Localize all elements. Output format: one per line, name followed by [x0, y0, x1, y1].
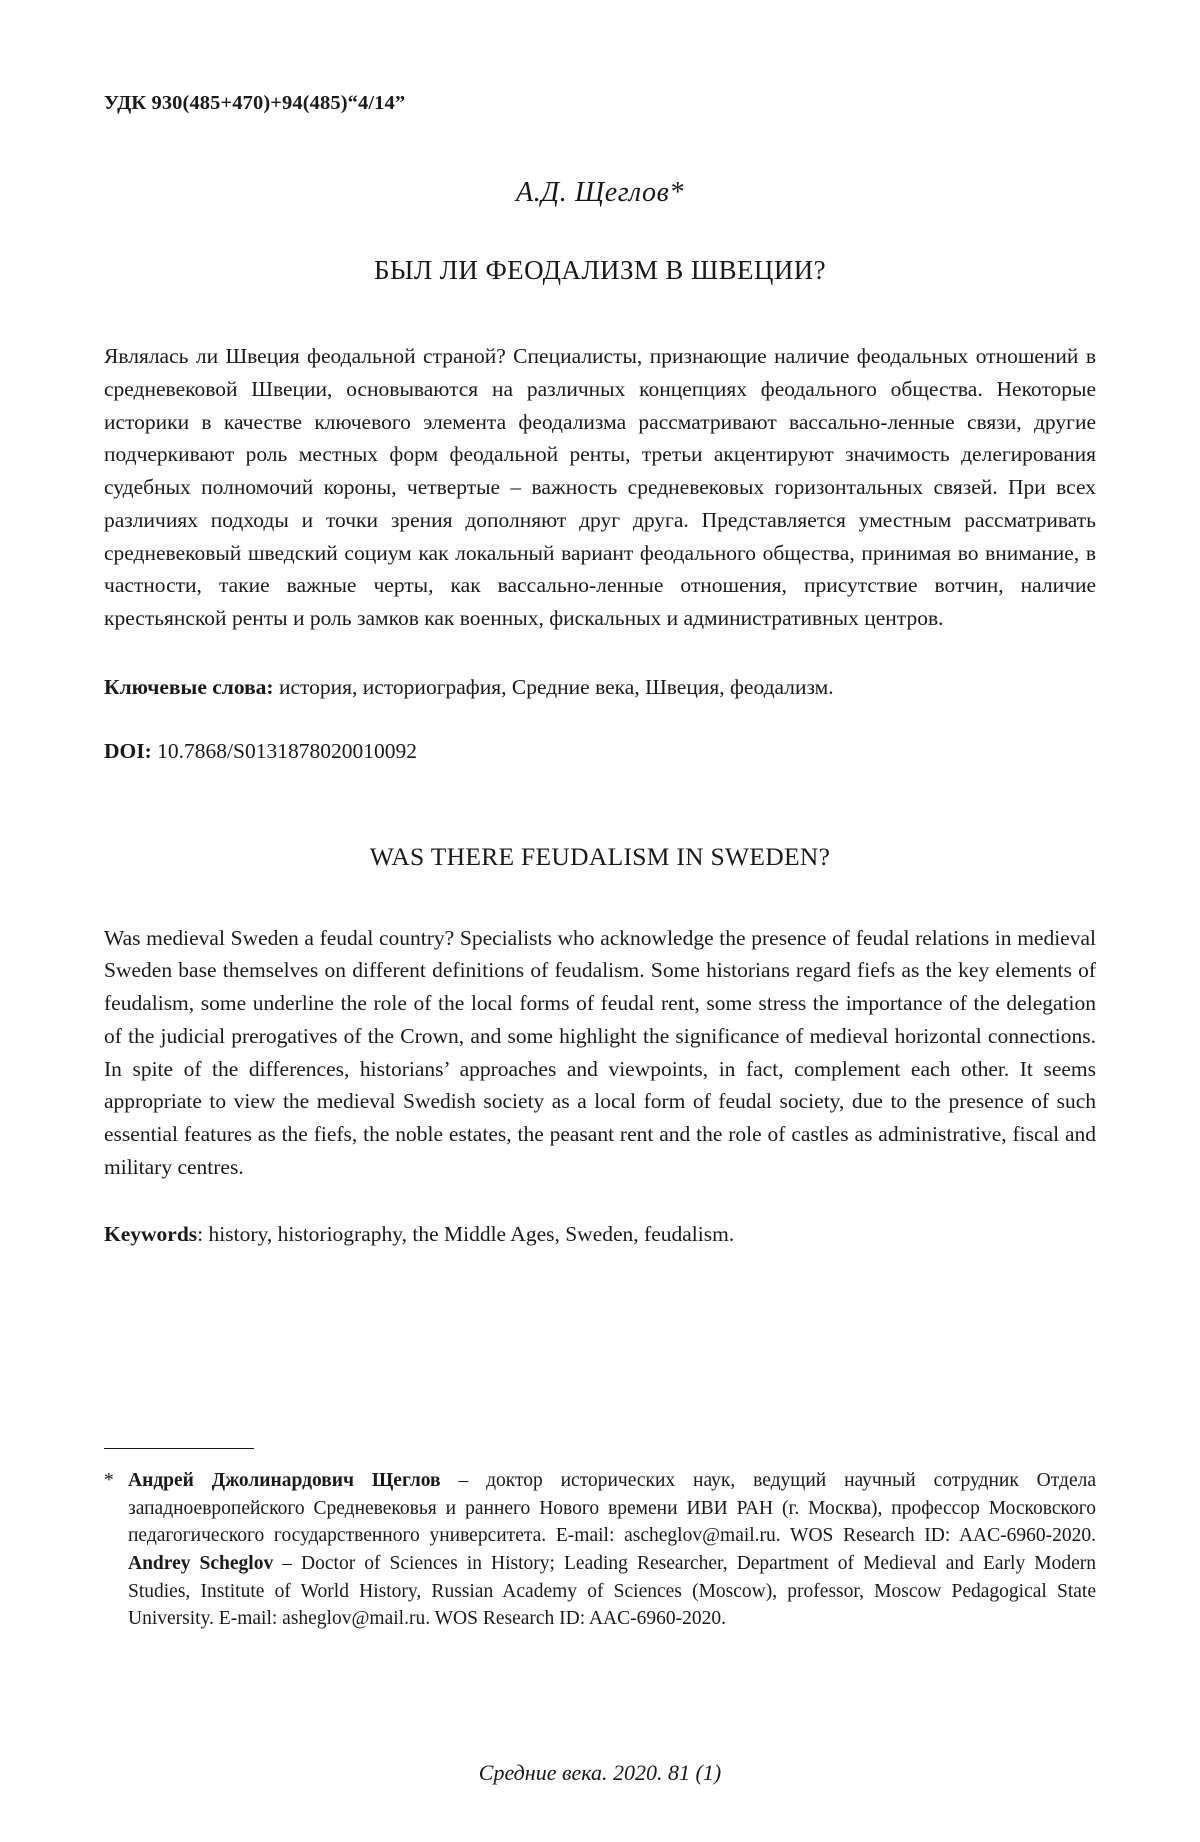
footnote-text — [104, 1467, 1096, 1633]
keywords-russian-label: Ключевые слова: — [104, 675, 274, 700]
doi-value: 10.7868/S0131878020010092 — [151, 739, 417, 764]
footnote-divider — [104, 1448, 254, 1449]
footnote-section — [104, 1448, 1096, 1633]
abstract-russian: Являлась ли Швеция феодальной страной? Специалисты, признающие наличие феодальных отношений в средневековой Швеции, основываются на различных концепциях феодального общества. Некоторые историки в качестве ключевого элемента феодализма рассматривают вассально-ленные связи, другие подчеркивают роль местных форм феодальной ренты, третьи акцентируют значимость делегирования судебных полномочий короны, четвертые – важность средневековых горизонтальных связей. При всех различиях подходы и точки зрения дополняют друг друга. Представляется уместным рассматривать средневековый шведский социум как локальный вариант феодального общества, принимая во внимание, в частности, такие важные черты, как вассально-ленные отношения, присутствие вотчин, наличие крестьянской ренты и роль замков как военных, фискальных и административных центров. — [104, 344, 1096, 631]
footnote-bio-english: – Doctor of Sciences in History; Leading Researcher, Department of Medieval and Early Modern Studies, Institute of World History, Russian Academy of Sciences (Moscow), professor, Moscow Pedagogical State University. E-mail: asheglov@mail.ru. WOS Research ID: AAC-6960-2020. — [128, 1553, 1096, 1630]
article-title-english: WAS THERE FEUDALISM IN SWEDEN? — [369, 841, 831, 871]
author-name-russian: А.Д. Щеглов* — [515, 177, 684, 208]
footnote-marker: * — [104, 1470, 114, 1491]
journal-footer: Средние века. 2020. 81 (1) — [478, 1760, 722, 1785]
keywords-english-value: : history, historiography, the Middle Ages, Sweden, feudalism. — [197, 1221, 735, 1246]
keywords-russian — [104, 671, 1096, 703]
footnote-english — [128, 1553, 1096, 1629]
footnote-bio-russian: – доктор исторических наук, ведущий научный сотрудник Отдела западноевропейского Средневековья и раннего Нового времени ИВИ РАН (г. Москва), профессор Московского педагогического государственного университета. E-mail: ascheglov@mail.ru. WOS Research ID: AAC-6960-2020. — [128, 1470, 1096, 1547]
article-title-russian: БЫЛ ЛИ ФЕОДАЛИЗМ В ШВЕЦИИ? — [373, 255, 827, 285]
keywords-english-label: Keywords — [104, 1221, 198, 1246]
keywords-russian-value: история, историография, Средние века, Швеция, феодализм. — [273, 675, 834, 700]
footnote-russian — [128, 1470, 1096, 1546]
keywords-english — [104, 1218, 1096, 1250]
doi-label: DOI: — [104, 739, 152, 764]
footnote-author-english: Andrey Scheglov — [128, 1553, 274, 1575]
doi-line — [104, 735, 1096, 767]
udk-code: УДК 930(485+470)+94(485)“4/14” — [104, 92, 406, 114]
abstract-english: Was medieval Sweden a feudal country? Specialists who acknowledge the presence of feudal relations in medieval Sweden base themselves on different definitions of feudalism. Some historians regard fiefs as the key elements of feudalism, some underline the role of the local forms of feudal rent, some stress the importance of the delegation of the judicial prerogatives of the Crown, and some highlight the significance of medieval horizontal connections. In spite of the differences, historians’ approaches and viewpoints, in fact, complement each other. It seems appropriate to view the medieval Swedish society as a local form of feudal society, due to the presence of such essential features as the fiefs, the noble estates, the peasant rent and the role of castles as administrative, fiscal and military centres. — [104, 925, 1096, 1179]
footnote-author-russian: Андрей Джолинардович Щеглов — [128, 1470, 441, 1491]
